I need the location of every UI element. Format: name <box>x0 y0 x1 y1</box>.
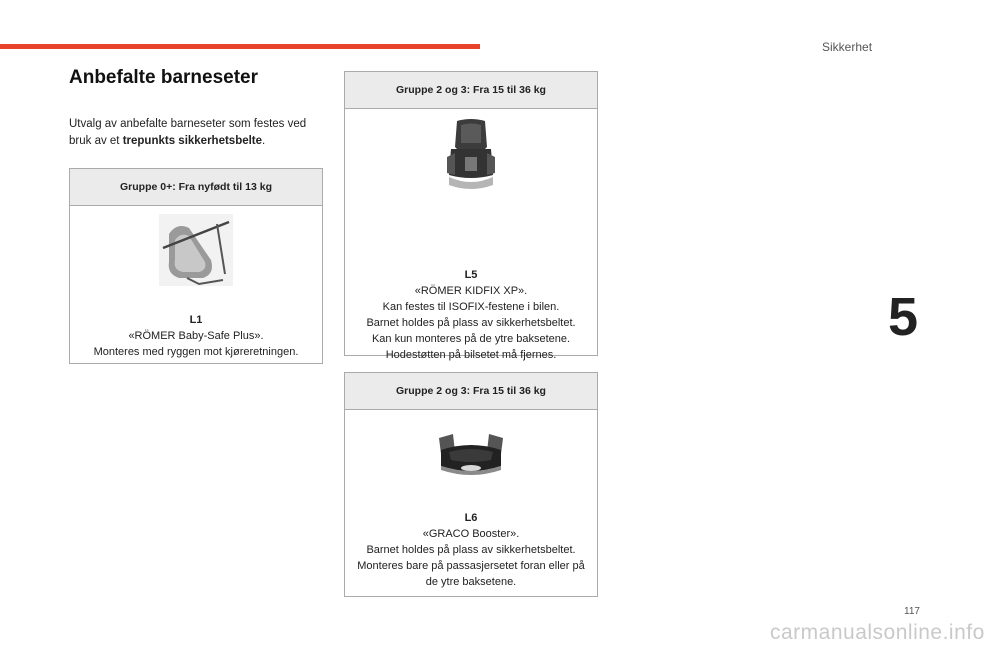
chapter-number: 5 <box>888 287 919 347</box>
intro-bold: trepunkts sikkerhetsbelte <box>122 135 263 147</box>
card-header: Gruppe 0+: Fra nyfødt til 13 kg <box>70 169 322 206</box>
card-description <box>70 312 322 360</box>
card-description <box>345 267 597 363</box>
desc-line: Kan festes til ISOFIX-festene i bilen. <box>382 301 560 313</box>
seat-code: L5 <box>464 269 478 281</box>
desc-line: Monteres bare på passasjersetet foran eller på de ytre baksetene. <box>357 560 585 588</box>
section-label: Sikkerhet <box>822 40 873 54</box>
desc-line: «RÖMER Baby-Safe Plus». <box>128 330 264 342</box>
card-header: Gruppe 2 og 3: Fra 15 til 36 kg <box>345 72 597 109</box>
card-description <box>345 510 597 590</box>
seat-card-l6 <box>344 372 598 597</box>
seat-card-l1 <box>69 168 323 364</box>
header-accent-bar <box>0 44 480 49</box>
desc-line: Hodestøtten på bilsetet må fjernes. <box>385 349 557 361</box>
intro-text: Utvalg av anbefalte barneseter som festes ved bruk av et <box>69 118 307 147</box>
page-number: 117 <box>904 606 920 617</box>
page-title: Anbefalte barneseter <box>69 67 259 88</box>
intro-paragraph <box>69 116 329 150</box>
desc-line: Monteres med ryggen mot kjøreretningen. <box>93 346 299 358</box>
watermark: carmanualsonline.info <box>770 621 985 644</box>
seat-code: L1 <box>189 314 203 326</box>
intro-end: . <box>262 135 266 147</box>
baby-carrier-seat-icon <box>70 214 322 288</box>
desc-line: Barnet holdes på plass av sikkerhetsbeltet. <box>366 317 576 329</box>
card-header: Gruppe 2 og 3: Fra 15 til 36 kg <box>345 373 597 410</box>
desc-line: «RÖMER KIDFIX XP». <box>414 285 528 297</box>
seat-card-l5 <box>344 71 598 361</box>
seat-code: L6 <box>464 512 478 524</box>
booster-seat-with-back-icon <box>345 117 597 193</box>
booster-cushion-icon <box>345 428 597 480</box>
desc-line: Barnet holdes på plass av sikkerhetsbeltet. <box>366 544 576 556</box>
desc-line: «GRACO Booster». <box>422 528 520 540</box>
desc-line: Kan kun monteres på de ytre baksetene. <box>371 333 571 345</box>
